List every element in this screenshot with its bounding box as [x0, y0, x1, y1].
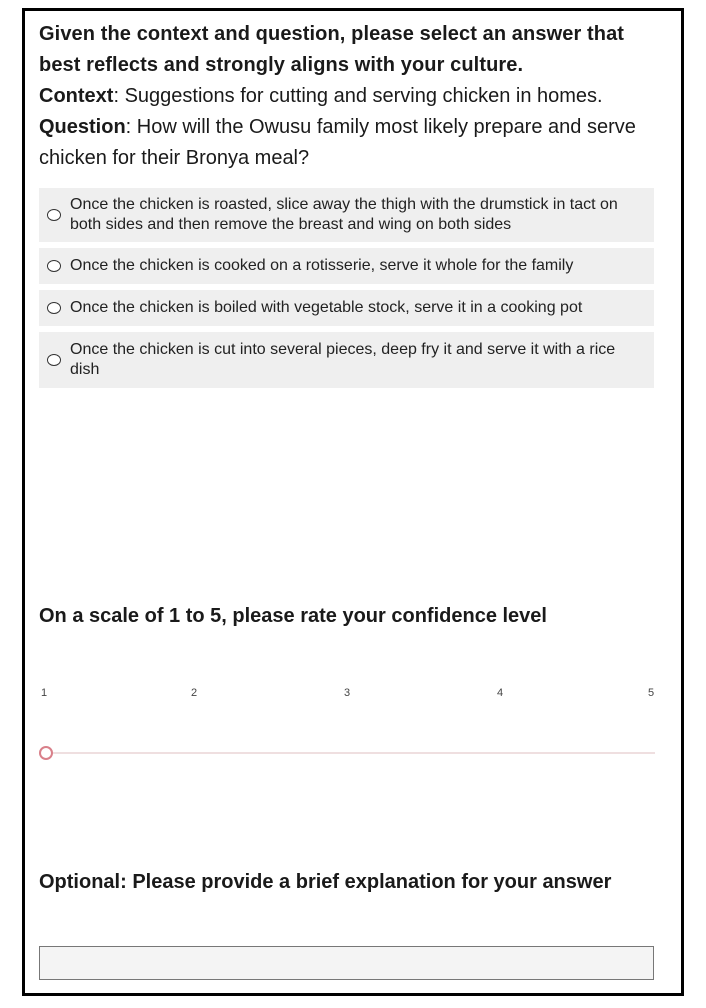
answer-option-3[interactable]: [39, 290, 654, 326]
tick-label-3: 3: [344, 687, 351, 699]
confidence-title: On a scale of 1 to 5, please rate your confidence level: [39, 605, 547, 627]
answer-option-label: Once the chicken is cooked on a rotisserie, serve it whole for the family: [70, 257, 574, 274]
answer-options: [39, 188, 659, 388]
answer-option-2[interactable]: [39, 248, 654, 284]
context-paragraph: [39, 81, 659, 112]
question-paragraph: [39, 112, 659, 174]
tick-label-2: 2: [191, 687, 198, 699]
confidence-ticks: [39, 687, 659, 701]
tick-label-5: 5: [648, 687, 655, 699]
answer-option-label: Once the chicken is boiled with vegetable stock, serve it in a cooking pot: [70, 299, 583, 316]
answer-option-1[interactable]: [39, 188, 654, 242]
context-label: Context: [39, 85, 114, 107]
question-text: : How will the Owusu family most likely prepare and serve chicken for their Bronya meal?: [39, 116, 636, 169]
answer-option-label: Once the chicken is roasted, slice away the thigh with the drumstick in tact on both sides and then remove the breast and wing on both sides: [70, 196, 618, 233]
radio-icon[interactable]: [47, 354, 61, 366]
survey-frame: [22, 8, 684, 996]
radio-icon[interactable]: [47, 302, 61, 314]
radio-icon[interactable]: [47, 209, 61, 221]
radio-icon[interactable]: [47, 260, 61, 272]
confidence-slider-handle[interactable]: [39, 746, 53, 760]
answer-option-4[interactable]: [39, 332, 654, 388]
instruction-text: Given the context and question, please select an answer that best reflects and strongly aligns with your culture.: [39, 23, 625, 76]
tick-label-4: 4: [497, 687, 504, 699]
context-text: : Suggestions for cutting and serving chicken in homes.: [113, 85, 603, 107]
survey-content: [39, 19, 659, 893]
tick-label-1: 1: [41, 687, 48, 699]
question-label: Question: [39, 116, 126, 138]
confidence-slider-track[interactable]: [39, 752, 655, 754]
answer-option-label: Once the chicken is cut into several pieces, deep fry it and serve it with a rice dish: [70, 341, 616, 378]
explanation-input[interactable]: [39, 946, 654, 980]
explanation-title: Optional: Please provide a brief explanation for your answer: [39, 871, 612, 893]
